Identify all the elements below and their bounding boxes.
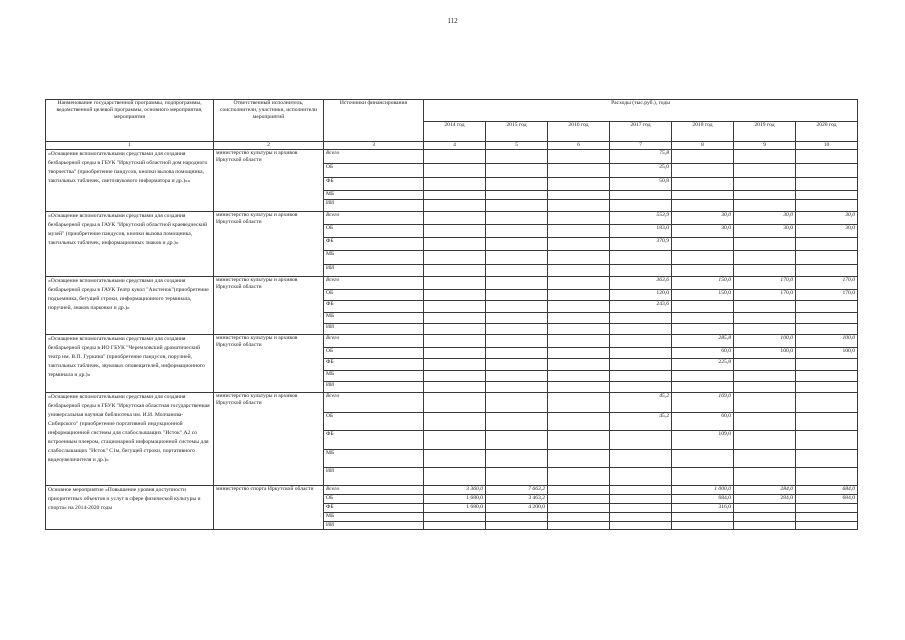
amount-cell (548, 450, 610, 468)
amount-cell: 1 680,0 (424, 504, 486, 513)
amount-cell: 284,0 (734, 486, 796, 495)
amount-cell (672, 191, 734, 200)
amount-cell (610, 335, 672, 348)
funding-source: ИИ (324, 382, 424, 393)
header-year: 2017 год (610, 122, 672, 142)
amount-cell (796, 251, 858, 265)
amount-cell: 3 360,0 (424, 486, 486, 495)
amount-cell (610, 371, 672, 382)
amount-cell (672, 301, 734, 313)
amount-cell (486, 212, 548, 225)
column-number: 2 (214, 142, 324, 150)
amount-cell (734, 251, 796, 265)
budget-table (45, 99, 858, 530)
amount-cell (796, 265, 858, 277)
amount-cell: 169,0 (672, 393, 734, 413)
amount-cell (548, 200, 610, 212)
amount-cell (486, 238, 548, 251)
amount-cell (796, 324, 858, 335)
funding-source: Всего (324, 393, 424, 413)
column-number: 7 (610, 142, 672, 150)
amount-cell (548, 324, 610, 335)
amount-cell (672, 200, 734, 212)
amount-cell (424, 382, 486, 393)
amount-cell (486, 290, 548, 301)
amount-cell (734, 313, 796, 324)
amount-cell (796, 238, 858, 251)
amount-cell: 150,0 (672, 277, 734, 290)
amount-cell (548, 495, 610, 504)
amount-cell (486, 513, 548, 522)
amount-cell (548, 301, 610, 313)
amount-cell: 150,0 (672, 290, 734, 301)
amount-cell (424, 335, 486, 348)
header-executor: Ответственный исполнитель, соисполнители, участники, исполнители мероприятий (214, 100, 324, 142)
funding-source: МБ (324, 191, 424, 200)
amount-cell (734, 324, 796, 335)
amount-cell: 100,0 (796, 348, 858, 359)
amount-cell (734, 431, 796, 450)
column-number: 1 (46, 142, 214, 150)
amount-cell (424, 164, 486, 178)
amount-cell (734, 413, 796, 431)
amount-cell (548, 504, 610, 513)
measure-name: «Оснащение вспомогательными средствами для создания безбарьерной среды в ИО ГБУК "Черемховский драматический театр им. В.П. Гуркина" (приобретение пандусов, поручней, тактильных табличек, звуковых оповещателей, информационного терминала и др.)» (46, 335, 214, 393)
amount-cell (672, 178, 734, 191)
amount-cell (796, 450, 858, 468)
funding-source: ИИ (324, 324, 424, 335)
amount-cell: 183,0 (610, 225, 672, 238)
amount-cell (734, 504, 796, 513)
amount-cell (672, 164, 734, 178)
amount-cell: 50,8 (610, 178, 672, 191)
amount-cell (610, 522, 672, 530)
amount-cell: 316,0 (672, 504, 734, 513)
amount-cell: 3 463,2 (486, 495, 548, 504)
amount-cell (672, 238, 734, 251)
amount-cell (548, 431, 610, 450)
table-body (46, 150, 858, 530)
amount-cell (548, 522, 610, 530)
header-year: 2016 год (548, 122, 610, 142)
amount-cell (610, 265, 672, 277)
amount-cell (548, 150, 610, 164)
amount-cell (734, 450, 796, 468)
amount-cell (672, 150, 734, 164)
amount-cell (548, 265, 610, 277)
table-row (46, 150, 858, 164)
funding-source: ФБ (324, 178, 424, 191)
table-row (46, 486, 858, 495)
amount-cell (734, 513, 796, 522)
funding-source: МБ (324, 313, 424, 324)
amount-cell (548, 251, 610, 265)
amount-cell (734, 468, 796, 486)
amount-cell (424, 413, 486, 431)
amount-cell (424, 393, 486, 413)
amount-cell (796, 200, 858, 212)
amount-cell (796, 382, 858, 393)
amount-cell: 363,6 (610, 277, 672, 290)
amount-cell (796, 359, 858, 371)
amount-cell: 60,0 (672, 348, 734, 359)
header-year: 2019 год (734, 122, 796, 142)
amount-cell (672, 251, 734, 265)
amount-cell (796, 513, 858, 522)
funding-source: МБ (324, 251, 424, 265)
amount-cell: 4 200,0 (486, 504, 548, 513)
amount-cell (734, 371, 796, 382)
amount-cell (796, 468, 858, 486)
amount-cell (486, 450, 548, 468)
measure-executor: министерство культуры и архивов Иркутской области (214, 212, 324, 277)
column-number: 5 (486, 142, 548, 150)
header-name: Наименование государственной программы, подпрограммы, ведомственной целевой программы, основного мероприятия, мероприятия (46, 100, 214, 142)
amount-cell (424, 290, 486, 301)
funding-source: ОБ (324, 413, 424, 431)
amount-cell (486, 393, 548, 413)
amount-cell (548, 393, 610, 413)
amount-cell (424, 313, 486, 324)
amount-cell (486, 178, 548, 191)
column-number: 6 (548, 142, 610, 150)
funding-source: ИИ (324, 265, 424, 277)
funding-source: ОБ (324, 290, 424, 301)
amount-cell (486, 522, 548, 530)
amount-cell (424, 265, 486, 277)
amount-cell (424, 468, 486, 486)
amount-cell (486, 413, 548, 431)
amount-cell (486, 371, 548, 382)
amount-cell (610, 191, 672, 200)
amount-cell (672, 324, 734, 335)
table-row (46, 212, 858, 225)
amount-cell (672, 371, 734, 382)
amount-cell (610, 495, 672, 504)
amount-cell (486, 200, 548, 212)
amount-cell (610, 468, 672, 486)
amount-cell: 100,0 (796, 335, 858, 348)
amount-cell: 30,0 (796, 212, 858, 225)
amount-cell: 100,0 (734, 335, 796, 348)
measure-executor: министерство спорта Иркутской области (214, 486, 324, 530)
amount-cell (796, 393, 858, 413)
amount-cell (424, 359, 486, 371)
amount-cell (424, 324, 486, 335)
header-year: 2020 год (796, 122, 858, 142)
amount-cell (734, 393, 796, 413)
funding-source: ОБ (324, 225, 424, 238)
amount-cell: 170,0 (796, 277, 858, 290)
measure-name: «Оснащение вспомогательными средствами для создания безбарьерной среды в ГБУК "Иркутский областной дом народного творчества" (приобретение пандусов, кнопки вызова помощника, тактильных табличек, светозвукового информатора и др.)»« (46, 150, 214, 212)
amount-cell (486, 164, 548, 178)
funding-source: ОБ (324, 348, 424, 359)
amount-cell (424, 212, 486, 225)
amount-cell (548, 313, 610, 324)
amount-cell: 225,8 (672, 359, 734, 371)
funding-source: ФБ (324, 431, 424, 450)
amount-cell (548, 164, 610, 178)
amount-cell: 1 000,0 (672, 486, 734, 495)
amount-cell (424, 251, 486, 265)
amount-cell (734, 164, 796, 178)
amount-cell: 45,2 (610, 393, 672, 413)
funding-source: Всего (324, 277, 424, 290)
header-year: 2015 год (486, 122, 548, 142)
amount-cell: 285,8 (672, 335, 734, 348)
amount-cell (548, 348, 610, 359)
measure-executor: министерство культуры и архивов Иркутской области (214, 393, 324, 486)
amount-cell (610, 359, 672, 371)
amount-cell (486, 277, 548, 290)
amount-cell (796, 371, 858, 382)
amount-cell (486, 431, 548, 450)
amount-cell (486, 313, 548, 324)
amount-cell (548, 413, 610, 431)
amount-cell (548, 468, 610, 486)
amount-cell (734, 265, 796, 277)
column-number-row (46, 142, 858, 150)
amount-cell (548, 290, 610, 301)
amount-cell (672, 513, 734, 522)
amount-cell (548, 335, 610, 348)
header-expenses: Расходы (тыс.руб.), годы (424, 100, 858, 122)
amount-cell: 120,0 (610, 290, 672, 301)
funding-source: Всего (324, 486, 424, 495)
amount-cell: 30,0 (796, 225, 858, 238)
funding-source: МБ (324, 450, 424, 468)
amount-cell (796, 431, 858, 450)
amount-cell: 370,9 (610, 238, 672, 251)
amount-cell: 684,0 (796, 486, 858, 495)
amount-cell (486, 191, 548, 200)
amount-cell (548, 382, 610, 393)
funding-source: ФБ (324, 301, 424, 313)
amount-cell (424, 301, 486, 313)
amount-cell (424, 150, 486, 164)
amount-cell (796, 191, 858, 200)
header-year: 2018 год (672, 122, 734, 142)
amount-cell (734, 200, 796, 212)
header-source: Источники финансирования (324, 100, 424, 142)
amount-cell: 45,2 (610, 413, 672, 431)
amount-cell (548, 238, 610, 251)
amount-cell (486, 468, 548, 486)
amount-cell (548, 225, 610, 238)
column-number: 8 (672, 142, 734, 150)
amount-cell (486, 251, 548, 265)
amount-cell (734, 301, 796, 313)
amount-cell (424, 450, 486, 468)
amount-cell (548, 513, 610, 522)
amount-cell (610, 504, 672, 513)
amount-cell (424, 225, 486, 238)
amount-cell: 30,0 (734, 212, 796, 225)
amount-cell (486, 150, 548, 164)
amount-cell (548, 212, 610, 225)
page-number: 112 (447, 17, 458, 25)
amount-cell (734, 382, 796, 393)
amount-cell (610, 450, 672, 468)
measure-executor: министерство культуры и архивов Иркутской области (214, 150, 324, 212)
amount-cell (486, 265, 548, 277)
amount-cell (548, 359, 610, 371)
amount-cell: 170,0 (734, 290, 796, 301)
amount-cell (610, 313, 672, 324)
amount-cell: 1 680,0 (424, 495, 486, 504)
measure-executor: министерство культуры и архивов Иркутской области (214, 277, 324, 335)
funding-source: ФБ (324, 359, 424, 371)
amount-cell (610, 513, 672, 522)
amount-cell (610, 382, 672, 393)
measure-name: «Оснащение вспомогательными средствами для создания безбарьерной среды в ГАУК Театр кукол "Аистенок"(приобретение подъемника, бегущей строки, информационного терминала, поручней, знаков парковки и др.)» (46, 277, 214, 335)
amount-cell (796, 150, 858, 164)
funding-source: ИИ (324, 468, 424, 486)
amount-cell (548, 178, 610, 191)
amount-cell: 243,6 (610, 301, 672, 313)
amount-cell (548, 486, 610, 495)
amount-cell (796, 504, 858, 513)
amount-cell (734, 191, 796, 200)
amount-cell (796, 522, 858, 530)
amount-cell (486, 359, 548, 371)
amount-cell: 284,0 (734, 495, 796, 504)
funding-source: ФБ (324, 504, 424, 513)
table-row (46, 277, 858, 290)
amount-cell: 684,0 (796, 495, 858, 504)
amount-cell (424, 371, 486, 382)
amount-cell: 25,0 (610, 164, 672, 178)
header-year: 2014 год (424, 122, 486, 142)
funding-source: ИИ (324, 200, 424, 212)
measure-name: «Оснащение вспомогательными средствами для создания безбарьерной среды в ГБУК "Иркутская областная государственная универсальная научная библиотека им. И.И. Молчанова-Сибирского" (приобретение портативной индукционной информационной системы для слабослышащих "Исток" А2 со встроенным плеером, стационарной информационной системы для слабослышащих "Исток" С1м, бегущей строки, портативного видеоувеличителя и др.)» (46, 393, 214, 486)
amount-cell: 30,0 (672, 212, 734, 225)
amount-cell (734, 238, 796, 251)
column-number: 9 (734, 142, 796, 150)
amount-cell: 30,0 (734, 225, 796, 238)
column-number: 3 (324, 142, 424, 150)
amount-cell (610, 431, 672, 450)
amount-cell (486, 225, 548, 238)
amount-cell (486, 382, 548, 393)
measure-name: «Оснащение вспомогательными средствами для создания безбарьерной среды в ГАУК "Иркутский областной краеведческий музей" (приобретение пандусов, кнопки вызова помощника, тактильных табличек, информационных знаков и др.)» (46, 212, 214, 277)
amount-cell: 170,0 (796, 290, 858, 301)
amount-cell (734, 522, 796, 530)
measure-executor: министерство культуры и архивов Иркутской области (214, 335, 324, 393)
amount-cell (796, 313, 858, 324)
amount-cell (734, 178, 796, 191)
amount-cell (734, 359, 796, 371)
funding-source: ФБ (324, 238, 424, 251)
column-number: 10 (796, 142, 858, 150)
amount-cell: 109,0 (672, 431, 734, 450)
amount-cell: 684,0 (672, 495, 734, 504)
funding-source: МБ (324, 513, 424, 522)
funding-source: Всего (324, 335, 424, 348)
amount-cell (548, 371, 610, 382)
amount-cell (424, 200, 486, 212)
amount-cell (424, 178, 486, 191)
amount-cell: 170,0 (734, 277, 796, 290)
amount-cell (672, 450, 734, 468)
amount-cell (672, 313, 734, 324)
amount-cell (796, 413, 858, 431)
column-number: 4 (424, 142, 486, 150)
amount-cell: 100,0 (734, 348, 796, 359)
table-row (46, 335, 858, 348)
measure-name: Основное мероприятие «Повышение уровня доступности приоритетных объектов и услуг в сфере физической культуры и спорта» на 2014-2020 годы (46, 486, 214, 530)
table-row (46, 393, 858, 413)
funding-source: Всего (324, 150, 424, 164)
amount-cell (610, 486, 672, 495)
amount-cell (548, 191, 610, 200)
amount-cell (424, 522, 486, 530)
amount-cell (672, 522, 734, 530)
amount-cell (486, 348, 548, 359)
amount-cell: 30,0 (672, 225, 734, 238)
amount-cell (424, 431, 486, 450)
amount-cell (796, 301, 858, 313)
amount-cell (424, 238, 486, 251)
amount-cell (672, 468, 734, 486)
funding-source: МБ (324, 371, 424, 382)
amount-cell (610, 324, 672, 335)
amount-cell (486, 335, 548, 348)
amount-cell (424, 277, 486, 290)
amount-cell (486, 301, 548, 313)
amount-cell (486, 324, 548, 335)
amount-cell (424, 348, 486, 359)
amount-cell (424, 513, 486, 522)
amount-cell (796, 164, 858, 178)
amount-cell (672, 382, 734, 393)
amount-cell (672, 265, 734, 277)
amount-cell (548, 277, 610, 290)
amount-cell (610, 200, 672, 212)
funding-source: Всего (324, 212, 424, 225)
amount-cell (610, 251, 672, 265)
funding-source: ОБ (324, 164, 424, 178)
funding-source: ИИ (324, 522, 424, 530)
amount-cell: 7 663,2 (486, 486, 548, 495)
amount-cell: 75,8 (610, 150, 672, 164)
amount-cell (796, 178, 858, 191)
amount-cell: 60,0 (672, 413, 734, 431)
amount-cell (610, 348, 672, 359)
amount-cell: 553,9 (610, 212, 672, 225)
amount-cell (424, 191, 486, 200)
amount-cell (734, 150, 796, 164)
funding-source: ОБ (324, 495, 424, 504)
